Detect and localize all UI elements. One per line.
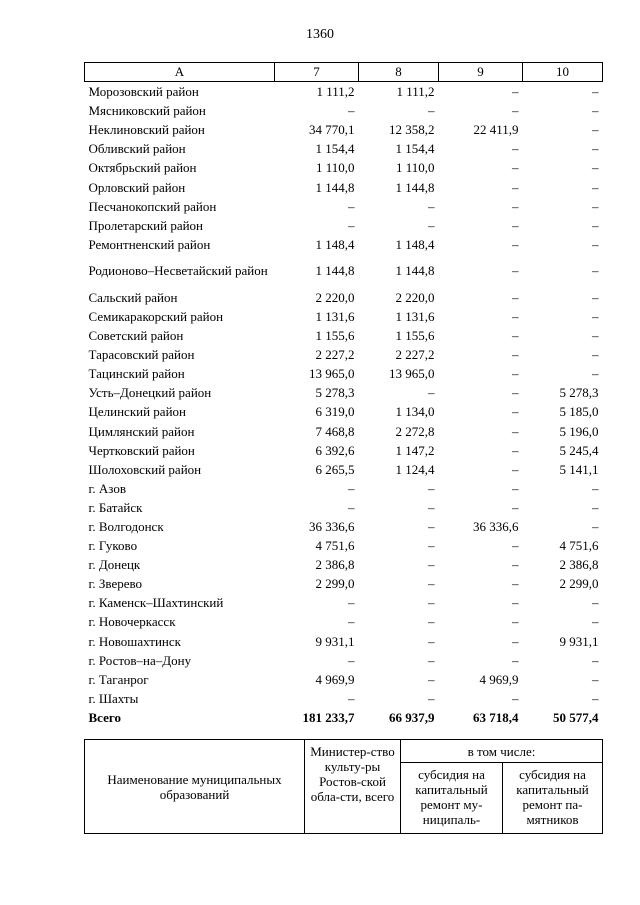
municipality-name: г. Гуково xyxy=(88,538,138,554)
value-col-8: – xyxy=(428,557,435,573)
value-col-7: 2 227,2 xyxy=(315,347,355,363)
table-row xyxy=(85,307,603,326)
value-col-9: – xyxy=(512,652,519,668)
value-col-10: – xyxy=(592,480,599,496)
value-col-8: 1 148,4 xyxy=(395,236,435,252)
value-col-7: 6 265,5 xyxy=(315,461,355,477)
value-col-8: 1 155,6 xyxy=(395,328,435,344)
value-col-9: – xyxy=(512,328,519,344)
page-number: 1360 xyxy=(306,27,334,42)
value-col-9: – xyxy=(512,308,519,324)
table-row xyxy=(85,555,603,574)
value-col-8: – xyxy=(428,595,435,611)
value-col-8: – xyxy=(428,633,435,649)
header-ministry-total: Министер-ство культу-ры Ростов-ской обла-сти, всего xyxy=(305,740,401,834)
table-row xyxy=(85,593,603,612)
value-col-7: 181 233,7 xyxy=(302,709,355,725)
value-col-10: – xyxy=(592,671,599,687)
municipality-name: Всего xyxy=(88,709,121,725)
value-col-10: – xyxy=(592,328,599,344)
table-row xyxy=(85,479,603,498)
table-row xyxy=(85,158,603,177)
value-col-7: – xyxy=(348,614,355,630)
value-col-10: 9 931,1 xyxy=(559,633,599,649)
municipality-name: Песчанокопский район xyxy=(88,198,217,214)
table-row xyxy=(85,288,603,307)
value-col-8: – xyxy=(428,198,435,214)
municipality-name: Родионово–Несветайский район xyxy=(88,263,268,279)
value-col-10: – xyxy=(592,519,599,535)
value-col-10: 2 299,0 xyxy=(559,576,599,592)
column-header-name: А xyxy=(85,63,275,82)
value-col-7: 4 969,9 xyxy=(315,671,355,687)
value-col-10: 5 196,0 xyxy=(559,423,599,439)
value-col-10: – xyxy=(592,595,599,611)
value-col-10: 2 386,8 xyxy=(559,557,599,573)
value-col-9: 63 718,4 xyxy=(473,709,519,725)
value-col-7: – xyxy=(348,103,355,119)
value-col-9: – xyxy=(512,557,519,573)
table-row xyxy=(85,670,603,689)
table-row xyxy=(85,536,603,555)
municipality-name: г. Новочеркасск xyxy=(88,614,176,630)
table-row xyxy=(85,345,603,364)
municipality-name: Неклиновский район xyxy=(88,122,205,138)
municipality-name: г. Шахты xyxy=(88,690,139,706)
total-row xyxy=(85,708,603,727)
municipality-name: г. Донецк xyxy=(88,557,141,573)
value-col-7: – xyxy=(348,595,355,611)
value-col-8: 1 144,8 xyxy=(395,263,435,279)
table-header-row xyxy=(85,63,603,82)
column-header-7: 7 xyxy=(275,63,359,82)
table-row xyxy=(85,517,603,536)
table-row xyxy=(85,383,603,402)
column-header-9: 9 xyxy=(439,63,523,82)
municipality-name: Обливский район xyxy=(88,141,186,157)
value-col-7: 6 392,6 xyxy=(315,442,355,458)
value-col-8: 2 220,0 xyxy=(395,289,435,305)
value-col-7: – xyxy=(348,217,355,233)
value-col-7: – xyxy=(348,499,355,515)
table-row xyxy=(85,139,603,158)
value-col-7: 1 154,4 xyxy=(315,141,355,157)
value-col-10: 5 245,4 xyxy=(559,442,599,458)
value-col-7: – xyxy=(348,652,355,668)
municipality-name: г. Ростов–на–Дону xyxy=(88,652,192,668)
value-col-9: – xyxy=(512,614,519,630)
table-row xyxy=(85,574,603,593)
value-col-10: 4 751,6 xyxy=(559,538,599,554)
value-col-9: – xyxy=(512,198,519,214)
table-row xyxy=(85,197,603,216)
value-col-9: – xyxy=(512,366,519,382)
value-col-7: 34 770,1 xyxy=(309,122,355,138)
municipality-name: г. Таганрог xyxy=(88,671,149,687)
municipality-name: Сальский район xyxy=(88,289,178,305)
value-col-7: 36 336,6 xyxy=(309,519,355,535)
data-table xyxy=(84,62,603,727)
value-col-9: – xyxy=(512,236,519,252)
value-col-7: 1 155,6 xyxy=(315,328,355,344)
value-col-7: 2 299,0 xyxy=(315,576,355,592)
municipality-name: г. Новошахтинск xyxy=(88,633,181,649)
value-col-8: 1 131,6 xyxy=(395,308,435,324)
value-col-7: 2 220,0 xyxy=(315,289,355,305)
value-col-7: 1 148,4 xyxy=(315,236,355,252)
repeated-table-header xyxy=(84,739,603,834)
value-col-9: – xyxy=(512,103,519,119)
municipality-name: г. Зверево xyxy=(88,576,143,592)
value-col-9: – xyxy=(512,499,519,515)
value-col-7: 6 319,0 xyxy=(315,404,355,420)
table-row xyxy=(85,422,603,441)
header-subsidy-municipal-repair: субсидия на капитальный ремонт му-ниципаль- xyxy=(401,763,503,834)
municipality-name: Советский район xyxy=(88,328,184,344)
municipality-name: Орловский район xyxy=(88,179,186,195)
value-col-10: 5 185,0 xyxy=(559,404,599,420)
municipality-name: Семикаракорский район xyxy=(88,308,224,324)
value-col-7: 1 144,8 xyxy=(315,179,355,195)
value-col-7: 9 931,1 xyxy=(315,633,355,649)
municipality-name: Целинский район xyxy=(88,404,186,420)
value-col-9: – xyxy=(512,442,519,458)
municipality-name: Морозовский район xyxy=(88,84,199,100)
value-col-8: 1 144,8 xyxy=(395,179,435,195)
value-col-10: – xyxy=(592,690,599,706)
value-col-8: 1 111,2 xyxy=(396,84,435,100)
value-col-8: – xyxy=(428,538,435,554)
value-col-9: – xyxy=(512,385,519,401)
value-col-10: 50 577,4 xyxy=(553,709,599,725)
value-col-9: – xyxy=(512,461,519,477)
value-col-9: 36 336,6 xyxy=(473,519,519,535)
table-row xyxy=(85,612,603,631)
table-row xyxy=(85,101,603,120)
table-row xyxy=(85,326,603,345)
table-row xyxy=(85,235,603,254)
value-col-9: – xyxy=(512,595,519,611)
value-col-7: – xyxy=(348,690,355,706)
table-row xyxy=(85,441,603,460)
value-col-9: – xyxy=(512,289,519,305)
table-row xyxy=(85,177,603,196)
value-col-10: – xyxy=(592,366,599,382)
value-col-7: 1 111,2 xyxy=(316,84,355,100)
value-col-7: 13 965,0 xyxy=(309,366,355,382)
value-col-10: – xyxy=(592,179,599,195)
table-row xyxy=(85,632,603,651)
value-col-8: 12 358,2 xyxy=(389,122,435,138)
value-col-9: – xyxy=(512,633,519,649)
value-col-7: 1 131,6 xyxy=(315,308,355,324)
table-row xyxy=(85,216,603,235)
value-col-9: 4 969,9 xyxy=(479,671,519,687)
value-col-9: – xyxy=(512,423,519,439)
value-col-10: – xyxy=(592,289,599,305)
value-col-9: – xyxy=(512,538,519,554)
value-col-8: 1 110,0 xyxy=(395,160,435,176)
value-col-10: – xyxy=(592,308,599,324)
value-col-8: 66 937,9 xyxy=(389,709,435,725)
value-col-8: 2 272,8 xyxy=(395,423,435,439)
value-col-9: – xyxy=(512,263,519,279)
table-row xyxy=(85,254,603,288)
value-col-8: – xyxy=(428,576,435,592)
table-row xyxy=(85,364,603,383)
table-row xyxy=(85,402,603,421)
value-col-10: – xyxy=(592,141,599,157)
municipality-name: Октябрьский район xyxy=(88,160,197,176)
value-col-9: – xyxy=(512,576,519,592)
table-row xyxy=(85,120,603,139)
value-col-8: – xyxy=(428,385,435,401)
value-col-10: – xyxy=(592,103,599,119)
municipality-name: Ремонтненский район xyxy=(88,236,211,252)
value-col-10: – xyxy=(592,160,599,176)
table-body xyxy=(85,82,603,728)
value-col-7: – xyxy=(348,198,355,214)
value-col-9: 22 411,9 xyxy=(473,122,519,138)
value-col-10: – xyxy=(592,652,599,668)
value-col-10: – xyxy=(592,84,599,100)
value-col-9: – xyxy=(512,690,519,706)
value-col-9: – xyxy=(512,347,519,363)
value-col-10: – xyxy=(592,347,599,363)
value-col-9: – xyxy=(512,404,519,420)
value-col-7: 4 751,6 xyxy=(315,538,355,554)
municipality-name: Усть–Донецкий район xyxy=(88,385,212,401)
header-including: в том числе: xyxy=(401,740,603,763)
municipality-name: Чертковский район xyxy=(88,442,195,458)
value-col-8: – xyxy=(428,103,435,119)
value-col-8: – xyxy=(428,217,435,233)
value-col-10: – xyxy=(592,122,599,138)
value-col-7: 1 110,0 xyxy=(315,160,355,176)
value-col-8: 1 124,4 xyxy=(395,461,435,477)
header-subsidy-monuments-repair: субсидия на капитальный ремонт па-мятников xyxy=(503,763,603,834)
municipality-name: Шолоховский район xyxy=(88,461,202,477)
value-col-9: – xyxy=(512,160,519,176)
value-col-9: – xyxy=(512,179,519,195)
value-col-9: – xyxy=(512,84,519,100)
value-col-8: – xyxy=(428,519,435,535)
value-col-8: 1 154,4 xyxy=(395,141,435,157)
municipality-name: Цимлянский район xyxy=(88,423,195,439)
table-row xyxy=(85,498,603,517)
column-header-10: 10 xyxy=(523,63,603,82)
value-col-10: – xyxy=(592,198,599,214)
value-col-8: 2 227,2 xyxy=(395,347,435,363)
municipality-name: Мясниковский район xyxy=(88,103,206,119)
value-col-9: – xyxy=(512,217,519,233)
municipality-name: г. Каменск–Шахтинский xyxy=(88,595,224,611)
value-col-8: – xyxy=(428,614,435,630)
table-row xyxy=(85,82,603,102)
value-col-9: – xyxy=(512,141,519,157)
value-col-9: – xyxy=(512,480,519,496)
table-row xyxy=(85,651,603,670)
value-col-8: 1 134,0 xyxy=(395,404,435,420)
value-col-8: – xyxy=(428,480,435,496)
value-col-10: – xyxy=(592,499,599,515)
value-col-10: 5 141,1 xyxy=(559,461,599,477)
value-col-8: – xyxy=(428,652,435,668)
value-col-7: 2 386,8 xyxy=(315,557,355,573)
value-col-10: – xyxy=(592,217,599,233)
value-col-8: 13 965,0 xyxy=(389,366,435,382)
value-col-8: – xyxy=(428,690,435,706)
value-col-10: 5 278,3 xyxy=(559,385,599,401)
municipality-name: г. Батайск xyxy=(88,499,143,515)
value-col-10: – xyxy=(592,614,599,630)
table-row xyxy=(85,689,603,708)
municipality-name: г. Азов xyxy=(88,480,126,496)
value-col-8: 1 147,2 xyxy=(395,442,435,458)
value-col-7: 1 144,8 xyxy=(315,263,355,279)
value-col-7: 5 278,3 xyxy=(315,385,355,401)
value-col-7: 7 468,8 xyxy=(315,423,355,439)
value-col-10: – xyxy=(592,236,599,252)
value-col-8: – xyxy=(428,499,435,515)
value-col-10: – xyxy=(592,263,599,279)
value-col-8: – xyxy=(428,671,435,687)
municipality-name: Тацинский район xyxy=(88,366,185,382)
value-col-7: – xyxy=(348,480,355,496)
municipality-name: г. Волгодонск xyxy=(88,519,164,535)
column-header-8: 8 xyxy=(359,63,439,82)
municipality-name: Пролетарский район xyxy=(88,217,204,233)
municipality-name: Тарасовский район xyxy=(88,347,195,363)
header-municipality-name: Наименование муниципальных образований xyxy=(85,740,305,834)
table-row xyxy=(85,460,603,479)
